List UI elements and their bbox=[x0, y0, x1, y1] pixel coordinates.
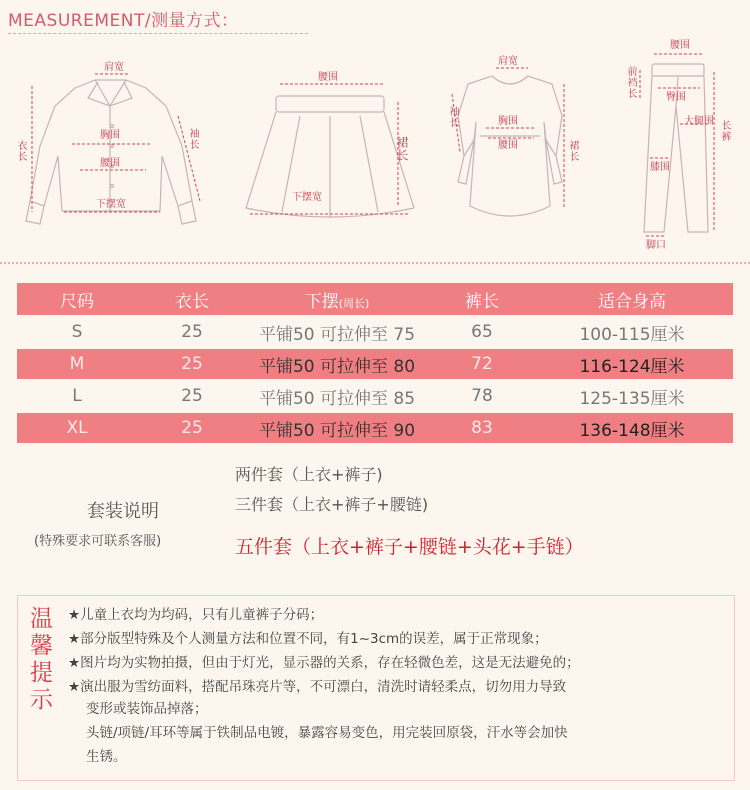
dress-waist-label: 腰围 bbox=[498, 140, 518, 151]
header-pants: 裤长 bbox=[465, 291, 499, 312]
header-hem-text: 下摆 bbox=[304, 291, 339, 312]
row-height: 116-124厘米 bbox=[579, 356, 685, 377]
size-table bbox=[17, 283, 733, 445]
tip-line: ★图片均为实物拍摄，但由于灯光，显示器的关系，存在轻微色差，这是无法避免的； bbox=[68, 655, 580, 671]
skirt-illustration bbox=[246, 96, 414, 218]
set-option: 五件套（上衣+裤子+腰链+头花+手链） bbox=[235, 536, 584, 558]
section-divider bbox=[0, 262, 750, 264]
shirt-sleeve-label: 袖长 bbox=[187, 128, 198, 150]
row-size: XL bbox=[66, 418, 88, 438]
heading-rule bbox=[8, 33, 308, 35]
row-pants: 65 bbox=[471, 322, 493, 342]
tip-line: ★部分版型特殊及个人测量方法和位置不同，有1~3cm的误差，属于正常现象； bbox=[68, 631, 548, 647]
tip-line: ★儿童上衣均为均码，只有儿童裤子分码； bbox=[68, 607, 324, 623]
dress-shoulder-label: 肩宽 bbox=[498, 56, 518, 67]
skirt-hem-label: 下摆宽 bbox=[292, 192, 322, 203]
header-height: 适合身高 bbox=[598, 291, 666, 312]
row-height: 125-135厘米 bbox=[579, 388, 685, 409]
tip-line: ★演出服为雪纺面料，搭配吊珠亮片等，不可漂白，清洗时请轻柔点，切勿用力导致 bbox=[68, 679, 567, 695]
table-row bbox=[17, 413, 733, 443]
pants-waist-label: 腰围 bbox=[670, 40, 690, 51]
set-description bbox=[17, 446, 733, 586]
dress-chest-label: 胸围 bbox=[498, 116, 518, 127]
row-size: S bbox=[71, 322, 83, 342]
row-length: 25 bbox=[181, 386, 203, 406]
row-size: L bbox=[72, 386, 82, 406]
tip-line: 变形或装饰品掉落； bbox=[86, 701, 208, 717]
page-heading: MEASUREMENT/测量方式： bbox=[8, 11, 239, 31]
shirt-shoulder-label: 肩宽 bbox=[104, 62, 124, 73]
shirt-chest-label: 胸围 bbox=[100, 130, 120, 141]
pants-hip-label: 臀围 bbox=[666, 92, 686, 103]
table-row bbox=[17, 381, 733, 411]
dress-length-label: 裙长 bbox=[567, 140, 578, 162]
pants-length-label: 长裤 bbox=[719, 120, 730, 142]
row-hem: 平铺50 可拉伸至 90 bbox=[258, 420, 416, 441]
skirt-length-label: 裙长 bbox=[395, 136, 409, 162]
row-height: 100-115厘米 bbox=[579, 324, 685, 345]
tips-panel bbox=[17, 595, 735, 781]
row-pants: 72 bbox=[471, 354, 493, 374]
row-hem: 平铺50 可拉伸至 85 bbox=[258, 388, 416, 409]
set-title: 套装说明 bbox=[87, 501, 159, 522]
header-hem-note: (周长) bbox=[338, 296, 370, 310]
pants-knee-label: 膝围 bbox=[650, 162, 670, 173]
table-header-row bbox=[17, 283, 733, 315]
pants-opening-label: 脚口 bbox=[646, 240, 666, 251]
set-option: 三件套（上衣+裤子+腰链) bbox=[235, 495, 429, 514]
dress-sleeve-label: 袖长 bbox=[447, 106, 458, 128]
table-row bbox=[17, 317, 733, 347]
shirt-length-label: 衣长 bbox=[15, 140, 26, 162]
table-row bbox=[17, 349, 733, 379]
row-size: M bbox=[69, 354, 85, 374]
row-hem: 平铺50 可拉伸至 75 bbox=[258, 324, 416, 345]
tip-line: 生锈。 bbox=[86, 749, 127, 765]
row-height: 136-148厘米 bbox=[579, 420, 685, 441]
set-note: (特殊要求可联系客服) bbox=[34, 534, 162, 549]
header-size: 尺码 bbox=[60, 291, 94, 312]
tips-title: 温馨提示 bbox=[30, 606, 53, 713]
pants-rise-label: 前裆长 bbox=[625, 66, 636, 99]
row-length: 25 bbox=[181, 354, 203, 374]
skirt-waist-label: 腰围 bbox=[318, 72, 338, 83]
row-pants: 78 bbox=[471, 386, 493, 406]
row-pants: 83 bbox=[471, 418, 493, 438]
measurement-diagrams bbox=[0, 36, 750, 258]
pants-illustration bbox=[644, 64, 708, 232]
set-option: 两件套（上衣+裤子) bbox=[235, 465, 383, 484]
row-length: 25 bbox=[181, 322, 203, 342]
header-hem bbox=[217, 287, 457, 312]
shirt-hem-label: 下摆宽 bbox=[96, 199, 126, 210]
pants-thigh-label: 大腿围 bbox=[684, 116, 714, 127]
row-length: 25 bbox=[181, 418, 203, 438]
header-length: 衣长 bbox=[175, 291, 209, 312]
row-hem: 平铺50 可拉伸至 80 bbox=[258, 356, 416, 377]
tip-line: 头链/项链/耳环等属于铁制品电镀，暴露容易变色，用完装回原袋，汗水等会加快 bbox=[86, 725, 568, 741]
shirt-waist-label: 腰围 bbox=[100, 158, 120, 169]
